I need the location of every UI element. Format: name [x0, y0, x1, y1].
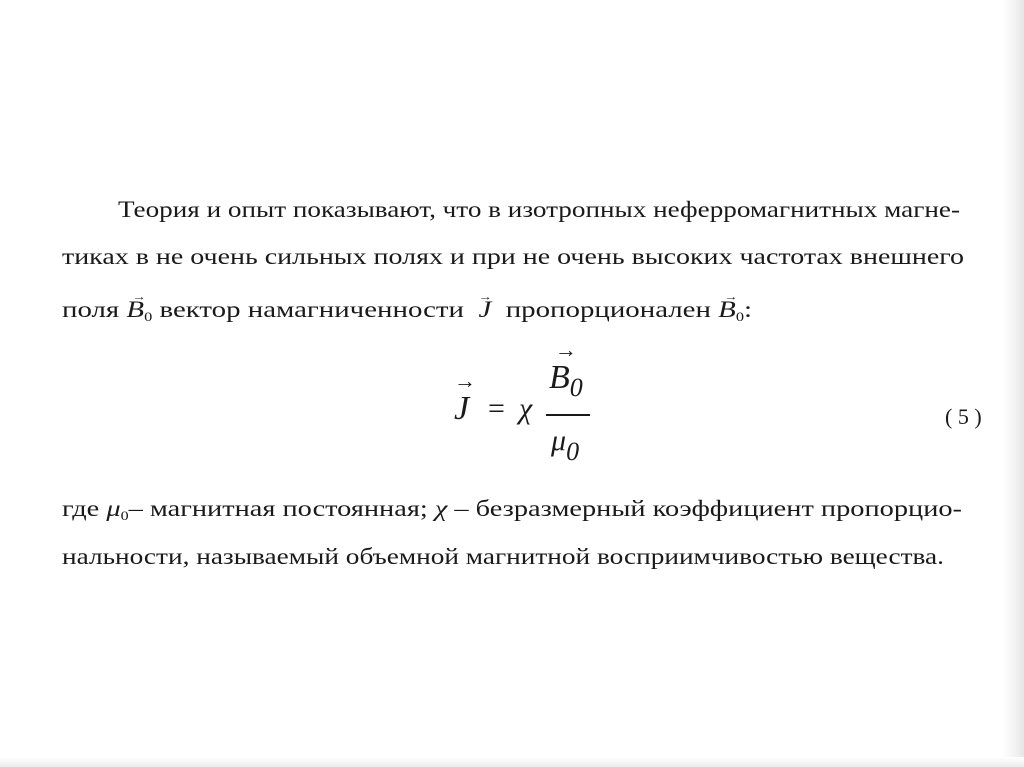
paragraph1-line1: Теория и опыт показывают, что в изотропных неферромагнитных магне- [118, 197, 960, 222]
formula-numerator-b0: → $B_0$ [549, 359, 583, 397]
paragraph2-dimensionless: – безразмерный коэффициент пропорцио- [454, 496, 963, 521]
j-vector-inline: → J [478, 296, 491, 324]
paragraph1-line3-colon: : [744, 297, 753, 322]
formula-denominator-mu0: μ0 [551, 424, 580, 466]
chi-inline: χ [434, 496, 448, 521]
slide-bottom-edge [0, 757, 1024, 767]
paragraph1-line3-proportional: пропорционален [505, 297, 711, 322]
paragraph2-line2: нальности, называемый объемной магнитной восприимчивостью вещества. [62, 544, 944, 569]
mu0-inline: μ0 [106, 496, 129, 523]
formula-equals: = [488, 392, 505, 425]
b0-vector-inline: → B0 [126, 296, 152, 327]
paragraph1-line3-vector-text: вектор намагниченности [159, 297, 465, 322]
slide-right-edge [1002, 0, 1024, 767]
paragraph1-line3 [62, 296, 752, 327]
paragraph1-line3-poly: поля [62, 297, 120, 322]
paragraph2-where: где [62, 496, 100, 521]
paragraph1-line2: тиках в не очень сильных полях и при не очень высоких частотах внешнего [62, 244, 965, 269]
formula-chi: χ [519, 392, 533, 425]
formula-lhs-j: → J [454, 390, 469, 428]
formula-fraction-bar [546, 414, 590, 416]
paragraph2-line1 [62, 495, 962, 526]
b0-vector-inline-2: → B0 [718, 296, 744, 327]
paragraph2-magnetic-constant: – магнитная постоянная; [128, 496, 428, 521]
formula-5 [454, 352, 654, 472]
equation-number: ( 5 ) [945, 404, 982, 429]
